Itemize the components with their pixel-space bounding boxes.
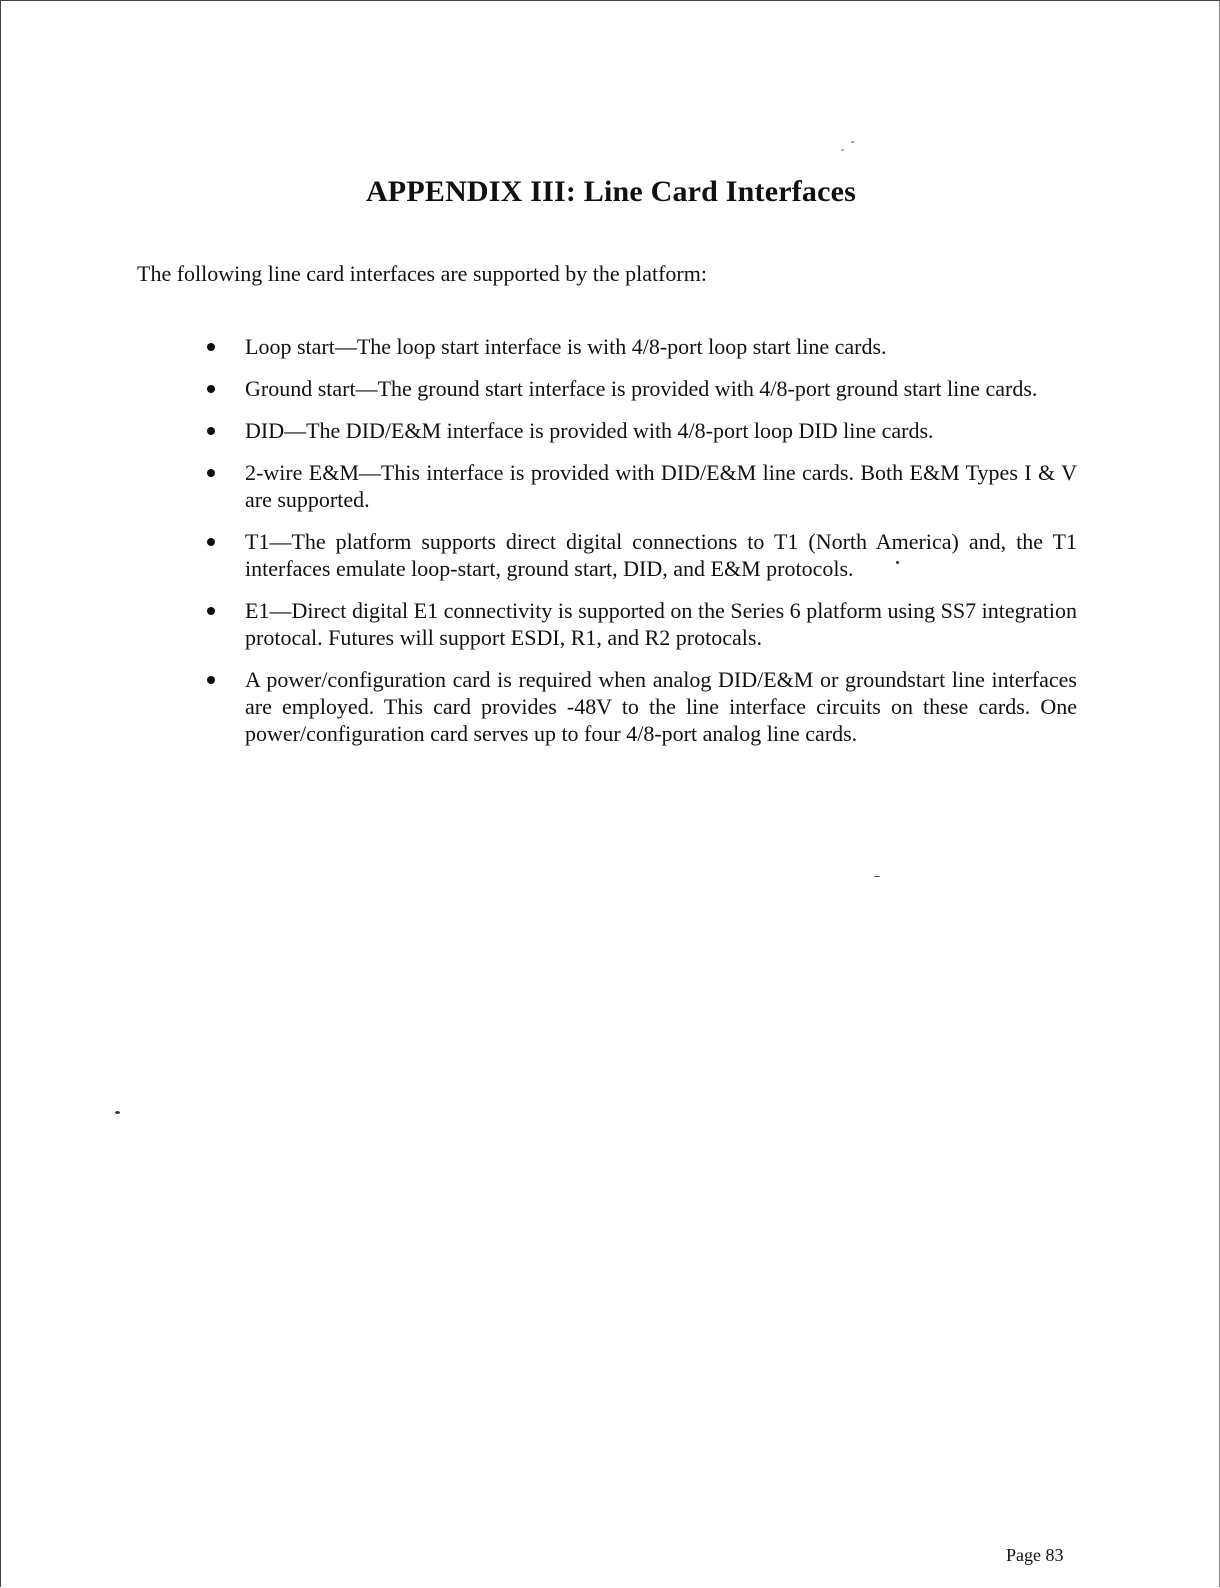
list-item-text: Loop start—The loop start interface is with 4/8-port loop start line cards. bbox=[245, 334, 887, 359]
list-item-text: T1—The platform supports direct digital connections to T1 (North America) and, the T1 interfaces emulate loop-start, ground start, DID, and E&M protocols. bbox=[245, 529, 1077, 581]
list-item-power-configuration bbox=[201, 666, 1077, 747]
bullet-icon bbox=[207, 676, 215, 684]
bullet-icon bbox=[207, 385, 215, 393]
page-title: APPENDIX III: Line Card Interfaces bbox=[365, 175, 857, 208]
bullet-icon bbox=[207, 427, 215, 435]
list-item-loop-start bbox=[201, 333, 1077, 360]
interface-list bbox=[201, 333, 1077, 762]
scan-speck bbox=[874, 876, 880, 877]
bullet-icon bbox=[207, 343, 215, 351]
list-item-text: A power/configuration card is required when analog DID/E&M or groundstart line interfaces are employed. This card provides -48V to the line interface circuits on these cards. One power/configuration card serves up to four 4/8-port analog line cards. bbox=[245, 667, 1077, 746]
list-item-text: 2-wire E&M—This interface is provided with DID/E&M line cards. Both E&M Types I & V are supported. bbox=[245, 460, 1077, 512]
list-item-t1 bbox=[201, 528, 1077, 582]
bullet-icon bbox=[207, 469, 215, 477]
scan-speck bbox=[851, 141, 854, 143]
list-item-did bbox=[201, 417, 1077, 444]
intro-paragraph: The following line card interfaces are supported by the platform: bbox=[137, 261, 707, 286]
page-number: Page 83 bbox=[1006, 1545, 1064, 1565]
list-item-e1 bbox=[201, 597, 1077, 651]
scan-speck bbox=[841, 149, 844, 151]
list-item-text: Ground start—The ground start interface is provided with 4/8-port ground start line cards. bbox=[245, 376, 1038, 401]
scan-speck bbox=[896, 561, 899, 564]
list-item-ground-start bbox=[201, 375, 1077, 402]
list-item-text: DID—The DID/E&M interface is provided with 4/8-port loop DID line cards. bbox=[245, 418, 934, 443]
list-item-text: E1—Direct digital E1 connectivity is supported on the Series 6 platform using SS7 integration protocal. Futures will support ESDI, R1, and R2 protocals. bbox=[245, 598, 1077, 650]
bullet-icon bbox=[207, 538, 215, 546]
list-item-2-wire-em bbox=[201, 459, 1077, 513]
scan-speck bbox=[115, 1111, 120, 1114]
bullet-icon bbox=[207, 607, 215, 615]
